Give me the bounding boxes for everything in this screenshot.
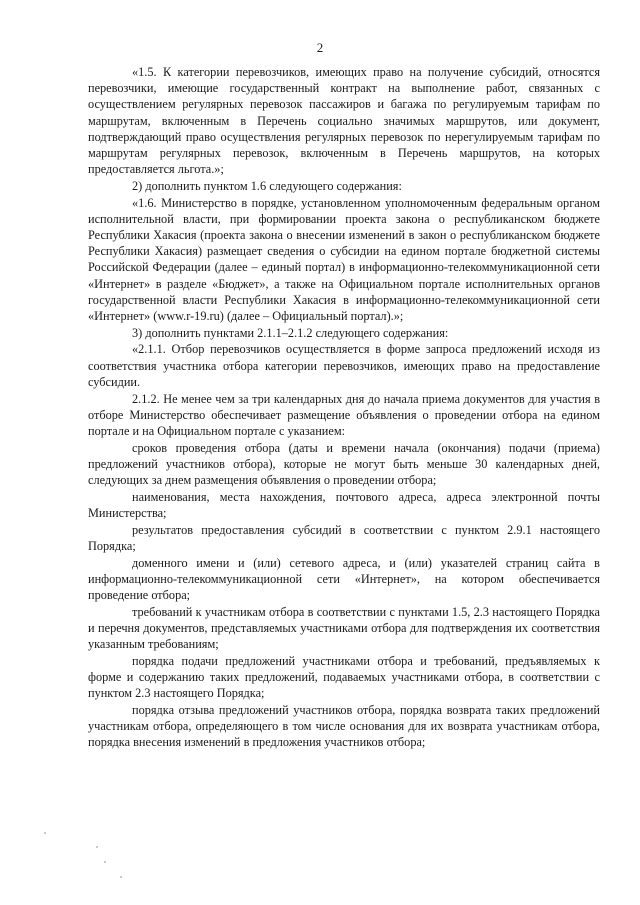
scan-artifact-dot: [44, 832, 46, 834]
list-item-submission-order: порядка подачи предложений участниками отбора и требований, предъявляемых к форме и содержанию таких предложений, подаваемых участниками отбора, в соответствии с пунктом 2.3 настоящего Порядка;: [88, 653, 600, 701]
list-item-results: результатов предоставления субсидий в соответствии с пунктом 2.9.1 настоящего Порядка;: [88, 522, 600, 553]
list-item-withdrawal-order: порядка отзыва предложений участников отбора, порядка возврата таких предложений участникам отбора, определяющего в том числе основания для их возврата участникам отбора, порядка внесения изменений в предложения участников отбора;: [88, 702, 600, 750]
paragraph-2-1-1: «2.1.1. Отбор перевозчиков осуществляется в форме запроса предложений исходя из соответствия участника отбора категории перевозчиков, имеющих право на предоставление субсидии.: [88, 342, 600, 389]
paragraph-1-5: «1.5. К категории перевозчиков, имеющих право на получение субсидий, относятся перевозчики, имеющие государственный контракт на выполнение работ, связанных с осуществлением регулярных перевозок пассажиров и багажа по регулируемым тарифам по маршрутам, включенным в Перечень социально значимых маршрутов, или документ, подтверждающий право осуществления регулярных перевозок по нерегулируемым тарифам по маршрутам регулярных перевозок, включенным в Перечень маршрутов, на которых предоставляется льгота.»;: [88, 65, 600, 177]
list-item-domain: доменного имени и (или) сетевого адреса, и (или) указателей страниц сайта в информационно-телекоммуникационной сети «Интернет», на котором обеспечивается проведение отбора;: [88, 555, 600, 602]
list-item-terms: сроков проведения отбора (даты и времени начала (окончания) подачи (приема) предложений участников отбора), которые не могут быть меньше 30 календарных дней, следующих за днем размещения объявления о проведении отбора;: [88, 440, 600, 488]
page-number: 2: [316, 40, 324, 55]
list-item-ministry-address: наименования, места нахождения, почтового адреса, адреса электронной почты Министерства;: [88, 489, 600, 520]
scan-artifact-dot: [96, 846, 98, 848]
paragraph-1-6: «1.6. Министерство в порядке, установленном уполномоченным федеральным органом исполнительной власти, при формировании проекта закона о республиканском бюджете Республики Хакасия (проекта закона о внесении изменений в закон о республиканском бюджете Республики Хакасия) размещает сведения о субсидии на едином портале бюджетной системы Российской Федерации (далее – единый портал) в информационно-телекоммуникационной сети «Интернет» в разделе «Бюджет», а также на Официальном портале исполнительных органов государственной власти Республики Хакасия в информационно-телекоммуникационной сети «Интернет» (www.r-19.ru) (далее – Официальный портал).»;: [88, 195, 600, 324]
document-body: [88, 64, 600, 751]
list-item-requirements: требований к участникам отбора в соответствии с пунктами 1.5, 2.3 настоящего Порядка и перечня документов, представляемых участниками отбора для подтверждения их соответствия указанным требованиям;: [88, 604, 600, 652]
paragraph-item-3: 3) дополнить пунктами 2.1.1–2.1.2 следующего содержания:: [132, 325, 449, 340]
paragraph-2-1-2: 2.1.2. Не менее чем за три календарных дня до начала приема документов для участия в отборе Министерство обеспечивает размещение объявления о проведении отбора на едином портале и на Официальном портале с указанием:: [88, 391, 600, 438]
scan-artifact-dot: [120, 876, 122, 878]
paragraph-item-2: 2) дополнить пунктом 1.6 следующего содержания:: [132, 178, 402, 193]
scan-artifact-dot: [104, 861, 106, 863]
